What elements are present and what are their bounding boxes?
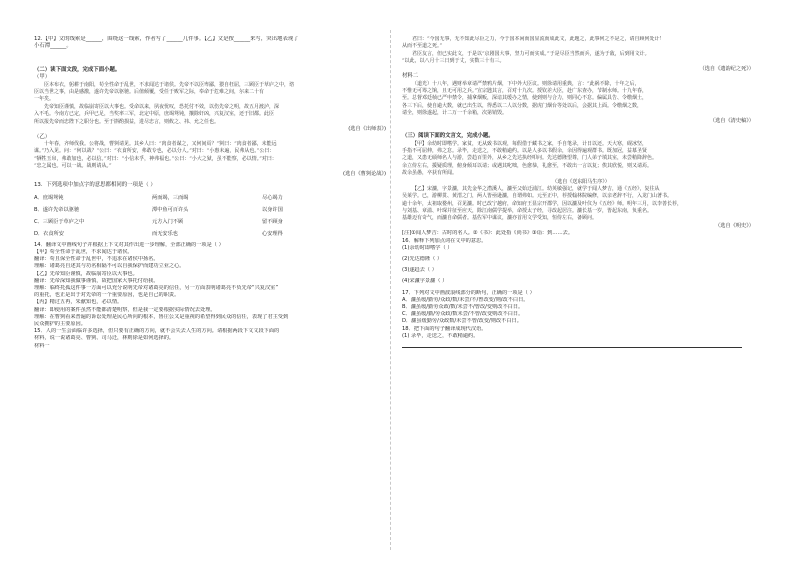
option-text: 以身许国 bbox=[262, 206, 283, 213]
option-text: 尽心竭力 bbox=[262, 194, 283, 201]
s3-jia-source: （选自《送东阳马生序》） bbox=[552, 178, 610, 185]
material-2-line: 不惟无可筹之饷，且无可用之兵。”宣宗韪其言，召对十九次。授钦差大臣，赴广东查办，节制水师。十九年春， bbox=[402, 88, 648, 95]
question-17: 17．下列对文中画波浪线部分的断句，正确的一项是（ ） bbox=[402, 289, 535, 296]
section-3-title: （三）阅读下面的文言文，完成小题。 bbox=[402, 133, 494, 140]
question-13: 13．下列选项中加点字的意思都相同的一项是（ ） bbox=[34, 182, 156, 189]
material-2-line: 各三下后，使自逾大数，就已出生以，得悉以二人以分数，据虎门烟台等处以后，会据其上面。令缴烟之数， bbox=[402, 102, 643, 109]
q16-item[interactable]: (1)余幼时即嗜学（ ） bbox=[402, 244, 453, 251]
s3-jia-line: 手指不可屈伸，弗之怠。录毕，走送之，不敢稍逾约。以是人多以书假余，余因得遍观群书。既加冠，益慕圣贤 bbox=[402, 148, 648, 155]
option-text: 留不顾身 bbox=[262, 218, 283, 225]
q17-option-c[interactable]: C．濂虽缓/勤/劳众政/数未尝/不曾/改变则改不白日。 bbox=[402, 311, 524, 318]
q16-item[interactable]: (3)遂趋去（ ） bbox=[402, 267, 437, 274]
yi-label: （乙） bbox=[34, 133, 51, 140]
jia-source: (选自《出师表》) bbox=[348, 126, 386, 133]
s3-jia-line: 余立侍左右，援疑质理，俯身倾耳以请；或遇其叱咄，色愈恭，礼愈至，不敢出一言以复；俟其欣悦，则又请焉。 bbox=[402, 162, 653, 169]
option-text: 潭中鱼可百许头 bbox=[152, 206, 189, 213]
question-15-line: 材料，说一说诸葛亮、曹刿、司马迁，林则徐是如何选择的。 bbox=[34, 335, 175, 342]
q17-option-b[interactable]: B．濂虽缓/勤劳众政/数/未尝不/曾改/变则改不白日。 bbox=[402, 303, 524, 310]
s3-jia-line: 之道，又患无硕师名人与游，尝趋百里外，从乡之先达执经叩问。先达德隆望尊，门人弟子填其室，未尝稍降辞色。 bbox=[402, 155, 658, 162]
question-18: 18．把下面的句子翻译成现代汉语。 bbox=[402, 325, 487, 332]
option-text: 而无安乐也 bbox=[152, 230, 178, 237]
q16-item[interactable]: (2)先达德隆（ ） bbox=[402, 255, 443, 262]
option-text: 两而竭，三而竭 bbox=[152, 194, 189, 201]
s3-yi-line: 吴莱学。已，游柳贯、黄溍之门，两人皆亟逊濂，自谓弗如。元至正中，荐授翰林院编修，以亲老辞不行，入龙门山著书。 bbox=[402, 193, 673, 200]
option-text: B．遂许先帝以驱驰 bbox=[34, 206, 80, 213]
material-1-label: 材料一 bbox=[34, 342, 50, 349]
question-14-line: 翻译：先帝深知我做事谨慎，故把国家大事托付给我。 bbox=[34, 277, 159, 284]
top-text-line: 君臣友言，但已实此文，于是以“京剧国大事，坚力可而实成。”于是尽臣当然而兵，遂为于敌，后到用文计。 bbox=[412, 50, 650, 57]
q13-option-b[interactable] bbox=[34, 206, 392, 214]
material-2-line: 至。总督邓廷桢已严申禁令，捕拿烟贩，深谙其缓办之情，使到则与合力，则同心不怠。偏属具告、令缴烟土， bbox=[402, 95, 648, 102]
question-16: 16．解释下列加点词在文中的意思。 bbox=[402, 237, 487, 244]
yi-text-line: 十年春，齐师伐我。公将战，曹刿请见。其乡人曰：“肉食者谋之，又何间焉？”刿曰：“肉食者鄙，未能远 bbox=[44, 141, 277, 148]
annotation-note: [注]①闻人梦吉：古时的名人。②《书》：此处指《尚书》③诣：到……去。 bbox=[402, 230, 574, 237]
question-14-line: 的重托，也正是出于对先帝的一个重要原因，也是自己的职责。 bbox=[34, 292, 180, 299]
q13-option-d[interactable] bbox=[34, 230, 392, 238]
question-14-line: 【甲】苟全性命于乱世，不求闻达于诸侯。 bbox=[34, 248, 133, 255]
material-2-line: （道光）十八年，遇财举章请严禁鸦片烟，下中外大臣议。则徐请用重典，言：“此祸不除，十年之后， bbox=[412, 80, 640, 87]
s3-yi-line: 基雄迈有奇气，而濂自命儒者。基佐军中谋议，濂亦首用文学受知，恒侍左右，备顾问。 bbox=[402, 215, 598, 222]
q13-option-a[interactable] bbox=[34, 194, 392, 202]
s3-yi-line: 【乙】宋濂，字景濂，其先金华之潜溪人，濂至父始迁浦江。幼英敏强记，就学于闻人梦吉，通《五经》，复往从 bbox=[412, 185, 660, 192]
option-text: C．三顾臣于草庐之中 bbox=[34, 218, 85, 225]
question-14-line: 翻译：即使用的案件虽然不能都清楚明察，但是我一定要根据实际情况去处理。 bbox=[34, 306, 216, 313]
question-14-line: 14．翻译文中画线句子并根据上下文对其作出进一步理解，全部正确的一项是（ ） bbox=[34, 241, 224, 248]
jia-text-line: 入不毛。今南方已定，兵甲已足，当奖率三军，北定中原，庶竭驽钝，攘除奸凶，兴复汉室，还于旧都。此臣 bbox=[34, 111, 275, 118]
question-14-line: 理解：临终托孤这件事一方面可以充分说明先帝对诸葛亮的信任，另一方面表明诸葛亮不负先帝“兴复汉室” bbox=[34, 284, 279, 291]
question-14-line: 民众拥护的主要原因。 bbox=[34, 320, 86, 327]
option-text: 元方入门不顾 bbox=[152, 218, 184, 225]
jia-text-line: 一年矣。 bbox=[34, 96, 55, 103]
section-2-title: （二）读下面文段，完成下面小题。 bbox=[34, 66, 121, 73]
q18-item: (1) 录毕，走送之，不敢稍逾约。 bbox=[402, 332, 479, 339]
material-2-line: 请全，则徐遂起，计二万一千余箱，次第销毁。 bbox=[402, 110, 508, 117]
jia-text-line: 臣本布衣，躬耕于南阳，苟全性命于乱世，不求闻达于诸侯。先帝不以臣卑鄙，猥自枉屈，三顾臣于草庐之中，谘 bbox=[44, 81, 295, 88]
jia-label: （甲） bbox=[34, 74, 51, 81]
left-column bbox=[34, 36, 392, 548]
s3-yi-line: 与刘基、章溢、叶琛并征至应天，除江南儒学提举，命授太子经，寻改起居注。濂长基一岁，皆起东南，负重名。 bbox=[402, 207, 653, 214]
yi-text-line: 谋。”乃入见。问：“何以战？”公曰：“衣食所安，弗敢专也，必以分人。”对曰：“小惠未遍，民弗从也。”公曰： bbox=[34, 148, 275, 155]
s3-jia-line: 【甲】余幼时即嗜学。家贫，无从致书以观，每假借于藏书之家，手自笔录，计日以还。天大寒，砚冰坚， bbox=[412, 140, 648, 147]
top-text-line: ”以此，以八月十三日到于丈，实数三十有三。 bbox=[402, 58, 505, 65]
question-14-line: 理解：在曹刿看来普遍的诉讼处理是民心所向的根本，鲁庄公又是重视的希望得到民众的信任，表现了君主受到 bbox=[34, 313, 289, 320]
question-12-line-2: 小石潭______。 bbox=[34, 43, 72, 50]
question-14-line: 翻译：苟且保全性命于乱世中，不追求在诸侯中扬名。 bbox=[34, 256, 159, 263]
question-14-line: 【乙】先帝知臣谨慎，故临崩寄臣以大事也。 bbox=[34, 270, 138, 277]
question-14-line: 理解：诸葛亮自述其与功名相隔不可以自我保护而建功立业之心。 bbox=[34, 263, 185, 270]
question-14-line: 【丙】精过五再，朱献知也，必以情。 bbox=[34, 299, 123, 306]
yi-text-line: “牺牲玉帛，弗敢加也，必以信。”对曰：“小信未孚，神弗福也。”公曰：“小大之狱，虽不能察，必以情。”对曰： bbox=[34, 155, 277, 162]
answer-line[interactable] bbox=[402, 340, 742, 348]
yi-text-line: “忠之属也。可以一战。战则请从。” bbox=[34, 163, 112, 170]
option-text: D．衣食所安 bbox=[34, 230, 64, 237]
top-text-line: 君曰：“今国无事，无不知此尽臣之力，今于国本闲而国显流而成此文，此题之，此事何之不是之，请自顾何处计！ bbox=[412, 36, 665, 42]
s3-jia-line: 故余虽愚，卒获有所闻。 bbox=[402, 170, 458, 177]
q17-option-a[interactable]: A．濂虽缓/勤劳/众政/数/未尝/不/曾改变/则/改不白日。 bbox=[402, 296, 529, 303]
jia-text-line: 先帝知臣谨慎，故临崩寄臣以大事也。受命以来，夙夜忧叹，恐托付不效，以伤先帝之明，故五月渡泸，深 bbox=[44, 103, 280, 110]
yi-source: (选自《曹刿论战》) bbox=[343, 170, 386, 177]
s3-yi-source: （选自《明史》） bbox=[715, 222, 754, 229]
material-2-source: （选自《清史稿》） bbox=[709, 117, 754, 124]
right-column bbox=[402, 36, 760, 548]
top-text-line: 从而不至道之死。” bbox=[402, 43, 443, 50]
option-text: 心安理得 bbox=[262, 230, 283, 237]
q17-option-d[interactable]: D．濂虽缓勤劳/众政数/未尝不曾/改变/则改不白日。 bbox=[402, 318, 522, 325]
material-2-label: 材料二 bbox=[402, 73, 419, 80]
question-12-line-1: 12.【甲】文的线索是______，围绕这一线索，作者写了______几件事。【乙】文是按______来写，突出地表现了 bbox=[34, 36, 299, 42]
q16-item[interactable]: (4)宋濂字景濂（ ） bbox=[402, 278, 448, 285]
top-source: （选自《遗韵纪之死》） bbox=[699, 65, 754, 72]
question-15-line: 15．人的一生会面临许多选择，但只要有正确的方向，就不会失去人生的方向。请根据两段下文文段下面的 bbox=[34, 328, 280, 335]
jia-text-line: 臣以当世之事，由是感激，遂许先帝以驱驰。后值倾覆，受任于败军之际，奉命于危难之间，尔来二十有 bbox=[34, 89, 265, 96]
q13-option-c[interactable] bbox=[34, 218, 392, 226]
option-text: A．庶竭驽钝 bbox=[34, 194, 64, 201]
s3-yi-line: 逾十余年，太祖取婺州，召见濂。时已改宁越府，命知府王显宗开郡学，因以濂及叶仪为《五经》师。明年三月，以李善长荐， bbox=[402, 200, 683, 207]
jia-text-line: 所以报先帝而忠陛下之职分也。至于斟酌损益，进尽忠言，则攸之、祎、允之任也。 bbox=[34, 118, 220, 125]
